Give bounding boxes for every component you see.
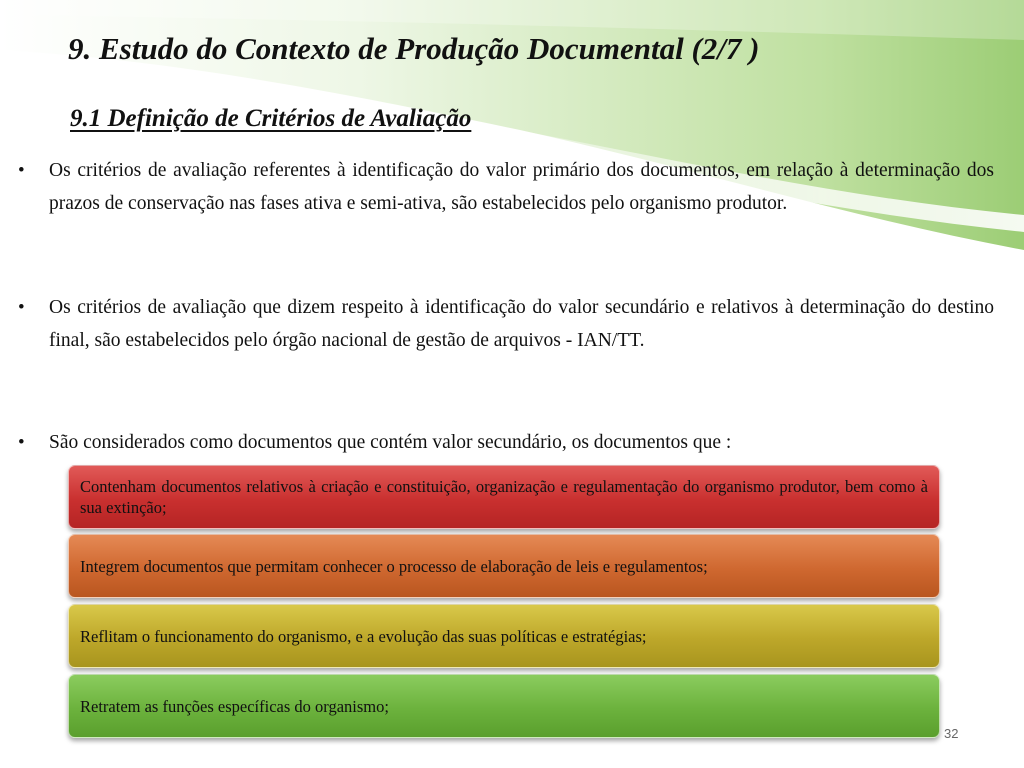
- criteria-box-yellow: [68, 604, 940, 668]
- criteria-box-text: Reflitam o funcionamento do organismo, e a evolução das suas políticas e estratégias;: [80, 626, 647, 646]
- criteria-box-text: Integrem documentos que permitam conhecer o processo de elaboração de leis e regulamentos;: [80, 556, 708, 576]
- criteria-box-red: [68, 465, 940, 529]
- bullet-item: [18, 426, 994, 459]
- bullet-text: Os critérios de avaliação que dizem respeito à identificação do valor secundário e relativos à determinação do destino final, são estabelecidos pelo órgão nacional de gestão de arquivos - IAN/TT.: [49, 297, 994, 351]
- criteria-box-orange: [68, 534, 940, 598]
- bullet-text: Os critérios de avaliação referentes à identificação do valor primário dos documentos, em relação à determinação dos prazos de conservação nas fases ativa e semi-ativa, são estabelecidos pelo organismo produtor.: [49, 160, 994, 214]
- criteria-box-text: Contenham documentos relativos à criação e constituição, organização e regulamentação do organismo produtor, bem como à sua extinção;: [80, 477, 928, 517]
- page-number: 32: [944, 726, 959, 741]
- bullet-marker: •: [18, 297, 25, 318]
- bullet-marker: •: [18, 432, 25, 453]
- slide-subtitle: 9.1 Definição de Critérios de Avaliação: [70, 105, 472, 132]
- bullet-marker: •: [18, 160, 25, 181]
- criteria-box-text: Retratem as funções específicas do organismo;: [80, 696, 389, 716]
- criteria-box-green: [68, 674, 940, 738]
- slide-title: 9. Estudo do Contexto de Produção Documental (2/7 ): [68, 31, 760, 66]
- bullet-item: [18, 291, 994, 357]
- bullet-text: São considerados como documentos que contém valor secundário, os documentos que :: [49, 432, 732, 453]
- bullet-item: [18, 154, 994, 220]
